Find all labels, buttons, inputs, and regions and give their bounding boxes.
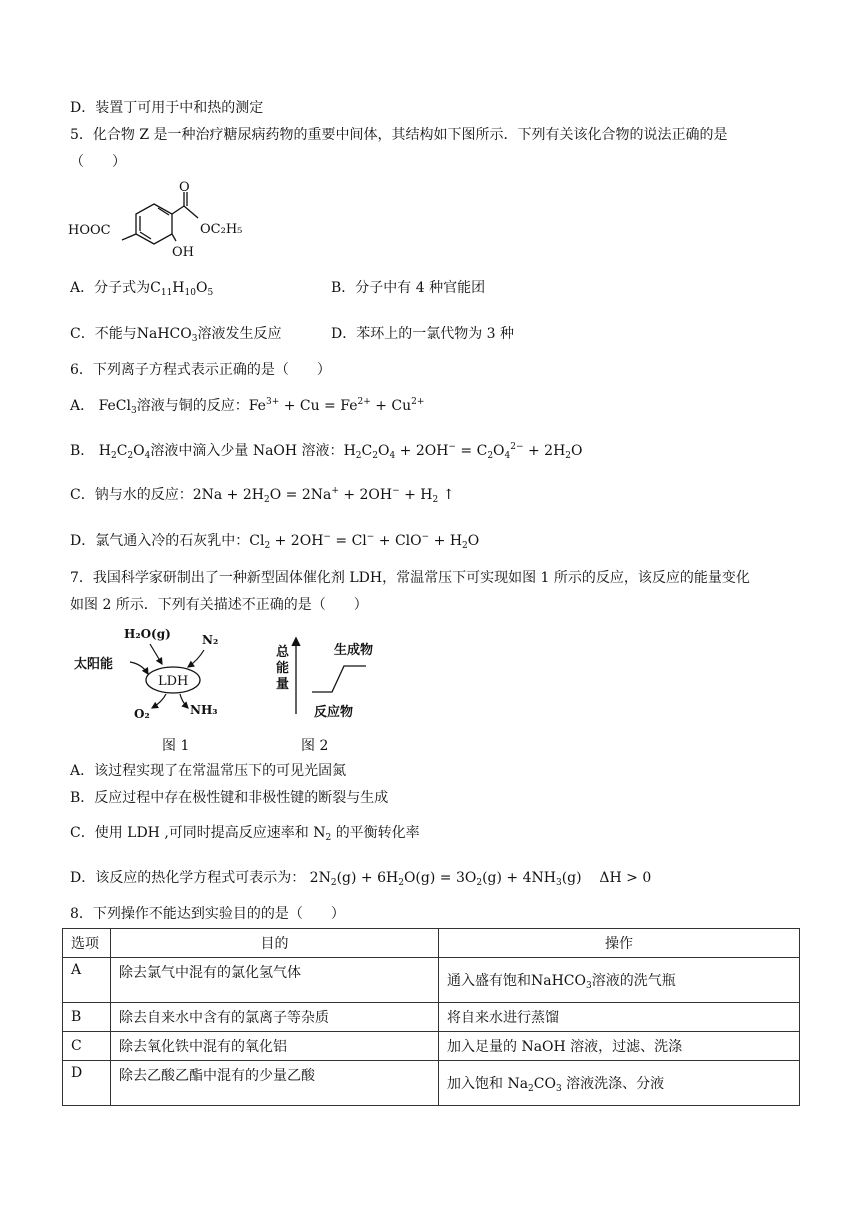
- fig2-product: 生成物: [334, 643, 374, 658]
- fig1-sun-energy: 太阳能: [74, 657, 114, 672]
- table-row: [63, 1003, 800, 1032]
- struct-o: O: [179, 180, 190, 195]
- fig2-axis-char-1: 总: [276, 645, 290, 660]
- table-row: [63, 1032, 800, 1061]
- row-c-option: C: [63, 1032, 111, 1061]
- q5-option-a: A．分子式为$C_{11}H_{10}O_5$: [70, 280, 214, 298]
- struct-oh: OH: [172, 245, 194, 260]
- q5-stem: 5．化合物 Z 是一种治疗糖尿病药物的重要中间体，其结构如下图所示．下列有关该化合物的说法正确的是: [70, 127, 728, 143]
- q7-stem-line2: 如图 2 所示．下列有关描述不正确的是（ ）: [70, 597, 368, 613]
- fig2-axis-label: [276, 644, 294, 692]
- q5-stem-paren: （ ）: [70, 154, 126, 170]
- row-b-operation: 将自来水进行蒸馏: [439, 1003, 800, 1032]
- q7-caption-1: 图 1: [162, 738, 190, 754]
- row-a-operation: 通入盛有饱和NaHCO$_3$溶液的洗气瓶: [439, 958, 800, 1003]
- fig1-o2: O₂: [134, 707, 150, 721]
- table-header-row: [63, 929, 800, 958]
- q4-option-d: D．装置丁可用于中和热的测定: [70, 100, 264, 116]
- q8-stem: 8．下列操作不能达到实验目的的是（ ）: [70, 906, 345, 922]
- table-row: [63, 1061, 800, 1106]
- q7-caption-2: 图 2: [301, 738, 329, 754]
- table-row: [63, 958, 800, 1003]
- fig1-nh3: NH₃: [190, 703, 218, 717]
- q8-table: [62, 928, 800, 1106]
- q6-option-d: D．氯气通入冷的石灰乳中：$Cl_2 + 2OH^- = Cl^- + ClO^- + H_2O$: [70, 532, 480, 551]
- q6-stem: 6．下列离子方程式表示正确的是（ ）: [70, 362, 331, 378]
- q6-option-a: A． FeCl$_3$溶液与铜的反应：$Fe^{3+} + Cu = Fe^{2+} + Cu^{2+}$: [70, 397, 425, 416]
- fig2-axis-char-3: 量: [276, 677, 290, 692]
- q6-option-c: C．钠与水的反应：$2Na + 2H_2O = 2Na^+ + 2OH^- + H_2$ ↑: [70, 486, 455, 505]
- row-d-operation: 加入饱和 $Na_2CO_3$ 溶液洗涤、分液: [439, 1061, 800, 1106]
- fig2-reactant: 反应物: [314, 705, 354, 720]
- q7-option-a: A．该过程实现了在常温常压下的可见光固氮: [70, 763, 347, 779]
- row-d-option: D: [63, 1061, 111, 1106]
- q5-option-b: B．分子中有 4 种官能团: [331, 280, 486, 296]
- q7-option-b: B．反应过程中存在极性键和非极性键的断裂与生成: [70, 790, 389, 806]
- q7-stem-line1: 7．我国科学家研制出了一种新型固体催化剂 LDH，常温常压下可实现如图 1 所示的反应，该反应的能量变化: [70, 570, 750, 586]
- row-c-operation: 加入足量的 NaOH 溶液，过滤、洗涤: [439, 1032, 800, 1061]
- fig1-n2: N₂: [202, 633, 219, 647]
- q6-option-b: B． $H_2C_2O_4$溶液中滴入少量 NaOH 溶液：$H_2C_2O_4 + 2OH^- = C_2O_4^{2-} + 2H_2O$: [70, 442, 583, 461]
- row-b-purpose: 除去自来水中含有的氯离子等杂质: [111, 1003, 439, 1032]
- header-purpose: 目的: [111, 929, 439, 958]
- struct-oc2h5: OC₂H₅: [200, 222, 243, 237]
- q5-option-d: D．苯环上的一氯代物为 3 种: [331, 326, 515, 342]
- fig1-h2o: H₂O(g): [124, 627, 171, 641]
- fig2-axis-char-2: 能: [276, 661, 290, 676]
- q5-option-c: C．不能与NaHCO$_3$溶液发生反应: [70, 326, 282, 344]
- q7-figure-1: [70, 622, 240, 722]
- q7-option-c: C．使用 LDH ,可同时提高反应速率和 $N_2$ 的平衡转化率: [70, 825, 420, 843]
- struct-cooh: HOOC: [68, 223, 111, 238]
- q5-structure-diagram: [66, 178, 256, 263]
- header-option: 选项: [63, 929, 111, 958]
- row-c-purpose: 除去氧化铁中混有的氧化铝: [111, 1032, 439, 1061]
- header-operation: 操作: [439, 929, 800, 958]
- fig1-ldh: LDH: [158, 674, 189, 689]
- q7-option-d: D．该反应的热化学方程式可表示为： $2N_2(g) + 6H_2O(g) = 3O_2(g) + 4NH_3(g)$ ΔH > 0: [70, 870, 652, 888]
- row-d-purpose: 除去乙酸乙酯中混有的少量乙酸: [111, 1061, 439, 1106]
- row-a-option: A: [63, 958, 111, 1003]
- row-a-purpose: 除去氯气中混有的氯化氢气体: [111, 958, 439, 1003]
- q7-figure-2: [272, 634, 402, 724]
- row-b-option: B: [63, 1003, 111, 1032]
